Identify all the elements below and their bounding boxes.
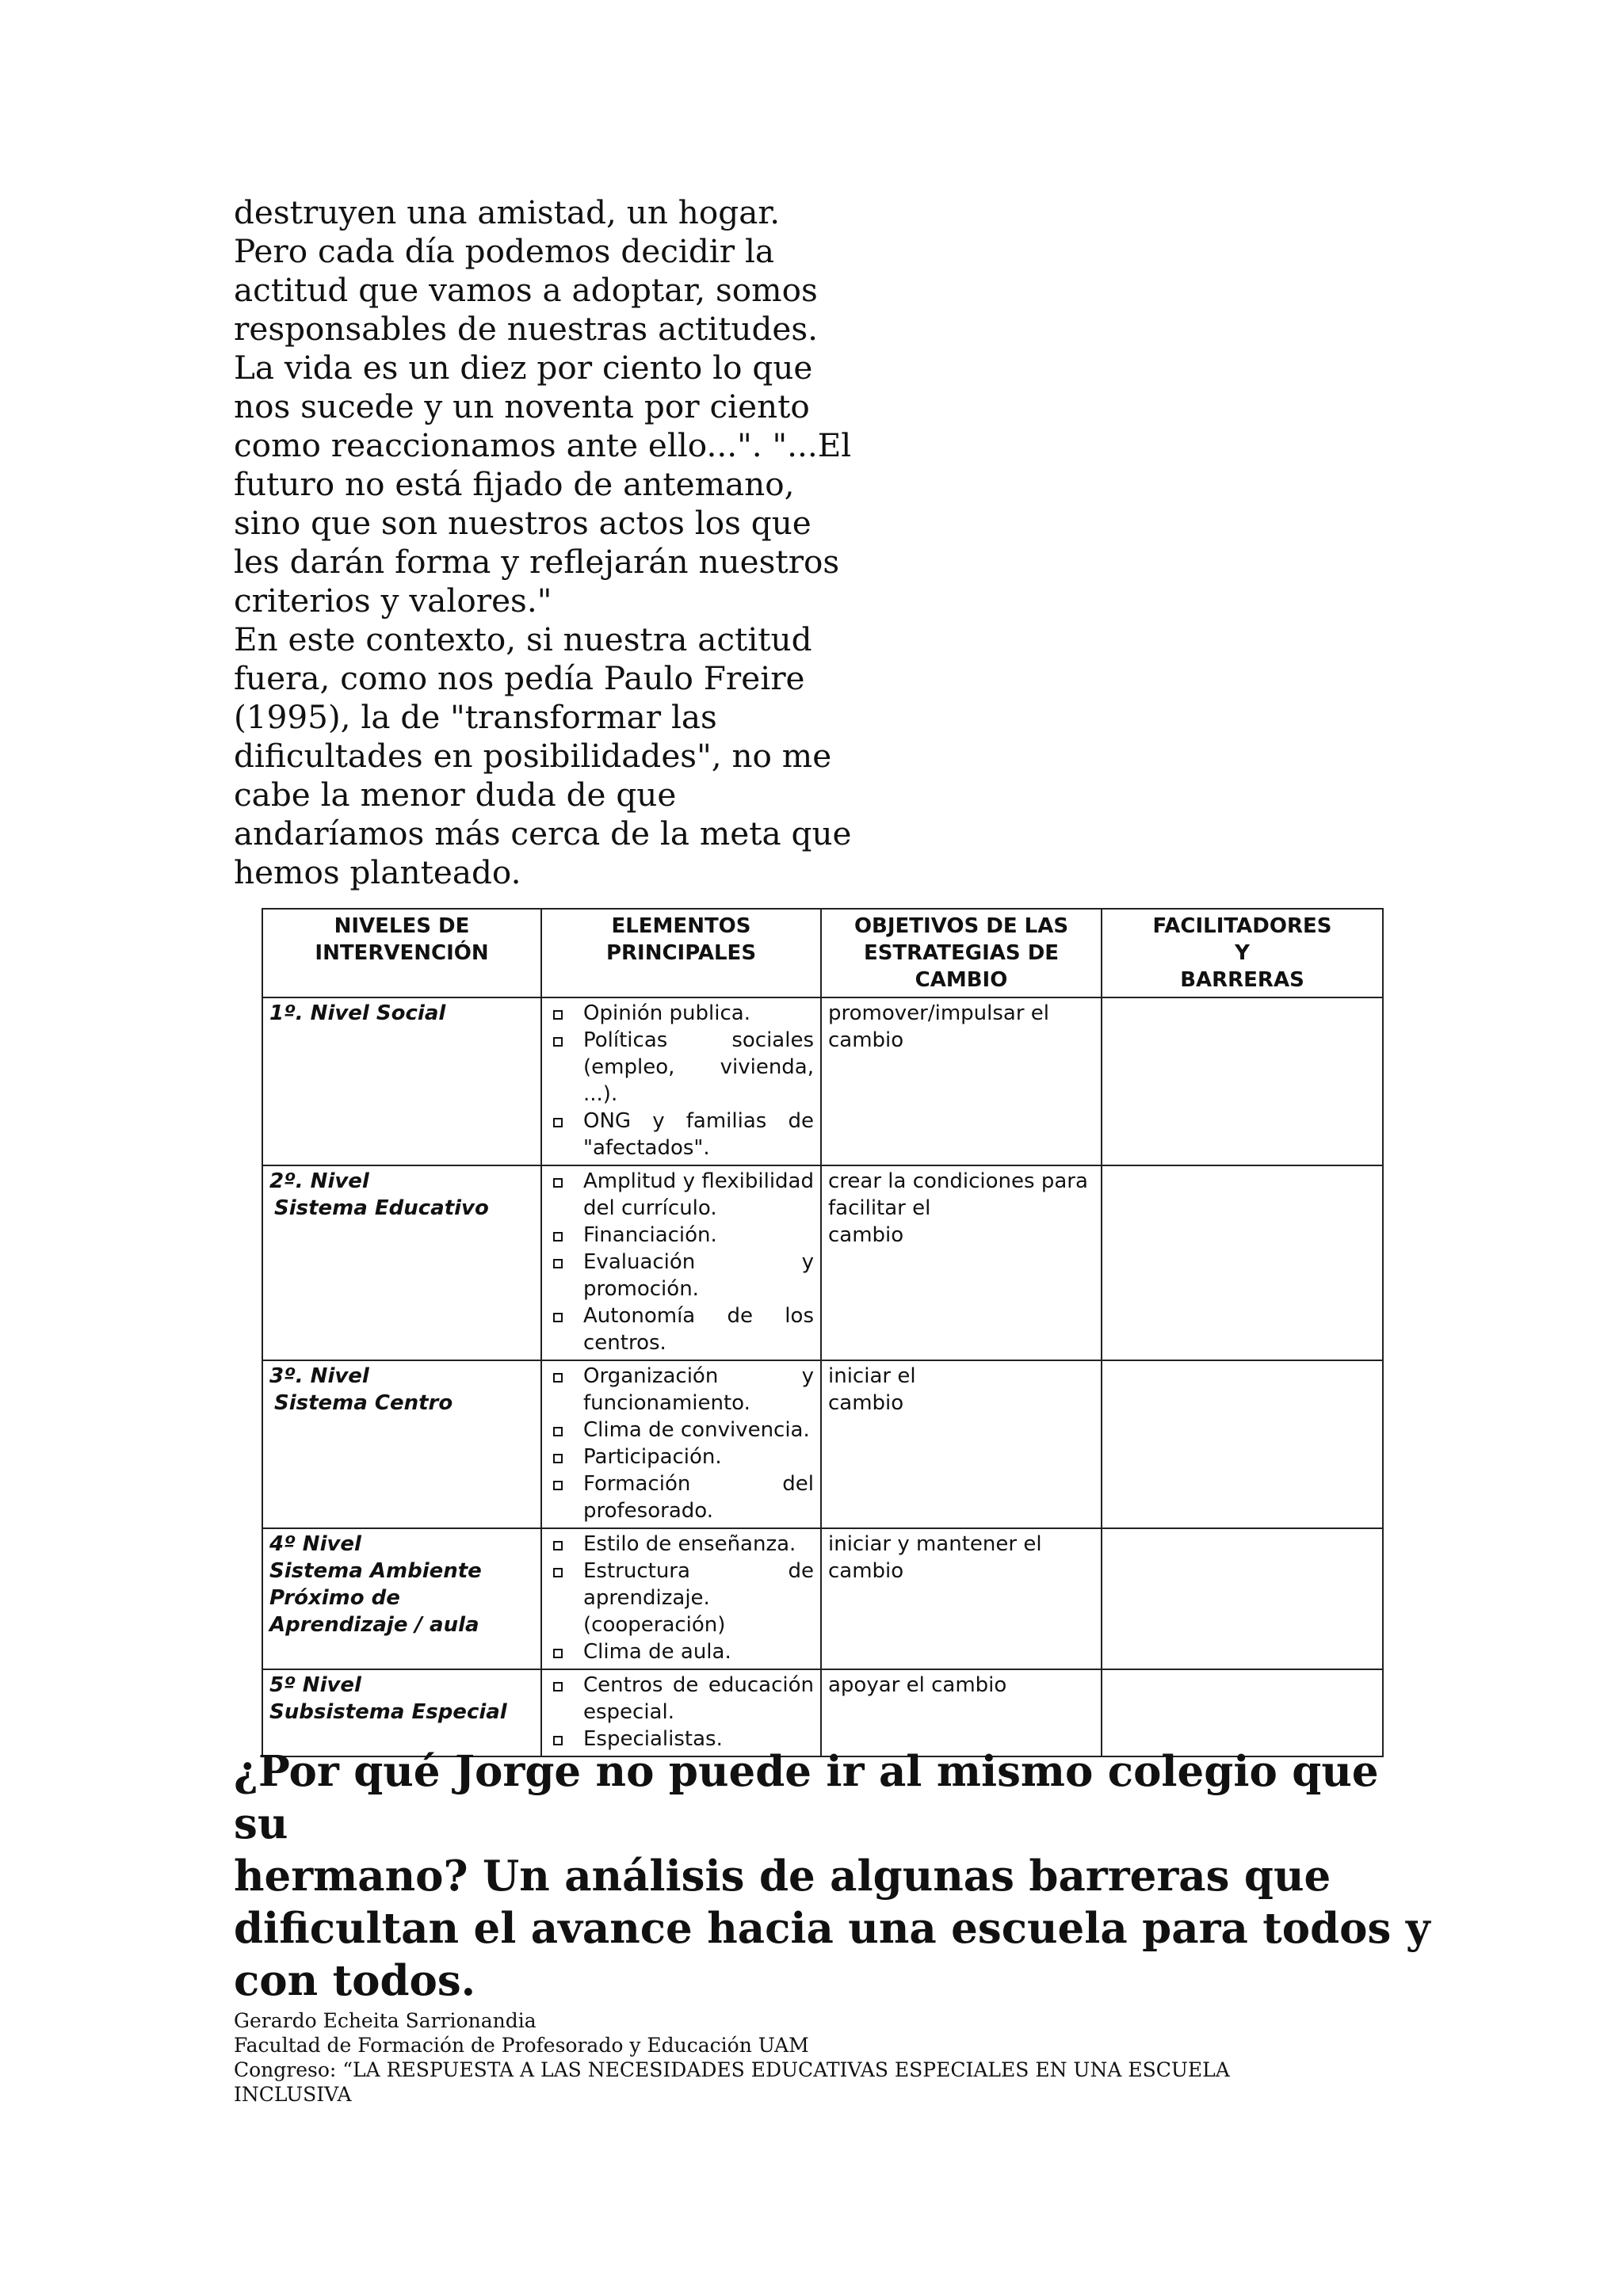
- intro-line: destruyen una amistad, un hogar.: [234, 193, 781, 231]
- header-line: INTERVENCIÓN: [315, 941, 489, 965]
- header-line: ESTRATEGIAS DE: [863, 941, 1060, 965]
- level-line: 5º Nivel: [269, 1673, 361, 1697]
- list-item: Centros de educación especial.: [548, 1672, 814, 1726]
- header-levels: [262, 909, 541, 997]
- intervention-levels-table: [262, 908, 1384, 1757]
- author-name: Gerardo Echeita Sarrionandia: [234, 2009, 537, 2032]
- header-facilitators: [1102, 909, 1383, 997]
- intro-line: criterios y valores.": [234, 582, 552, 620]
- list-item: Políticas sociales (empleo, vivienda, ...).: [548, 1027, 814, 1108]
- congress-line: Congreso: “LA RESPUESTA A LAS NECESIDADES EDUCATIVAS ESPECIALES EN UNA ESCUELA: [234, 2058, 1230, 2081]
- objectives-cell: [821, 1528, 1102, 1669]
- header-line: FACILITADORES: [1152, 914, 1332, 938]
- table-row: [262, 1669, 1383, 1756]
- header-line: OBJETIVOS DE LAS: [854, 914, 1069, 938]
- author-info: [234, 2008, 1502, 2107]
- elements-cell: [541, 1360, 821, 1528]
- objective-line: iniciar y mantener el: [828, 1532, 1042, 1556]
- intro-line: cabe la menor duda de que: [234, 776, 677, 814]
- intro-line: andaríamos más cerca de la meta que: [234, 814, 852, 852]
- list-item: Estructura de aprendizaje. (cooperación): [548, 1558, 814, 1638]
- list-item: Estilo de enseñanza.: [548, 1531, 814, 1558]
- facilitators-cell: [1102, 1360, 1383, 1528]
- level-line: Sistema Educativo: [274, 1196, 489, 1220]
- intro-line: dificultades en posibilidades", no me: [234, 737, 832, 775]
- level-cell: [262, 1165, 541, 1360]
- facilitators-cell: [1102, 1165, 1383, 1360]
- objective-line: promover/impulsar el: [828, 1001, 1050, 1025]
- table-row: [262, 1360, 1383, 1528]
- header-line: ELEMENTOS: [611, 914, 751, 938]
- facilitators-cell: [1102, 1528, 1383, 1669]
- intro-line: Pero cada día podemos decidir la: [234, 232, 775, 270]
- objective-line: cambio: [828, 1223, 904, 1247]
- objectives-cell: [821, 1165, 1102, 1360]
- elements-cell: [541, 1165, 821, 1360]
- list-item: Financiación.: [548, 1222, 814, 1249]
- level-line: Sistema Centro: [274, 1391, 453, 1415]
- level-line: Próximo de: [269, 1586, 400, 1610]
- list-item: Evaluación y promoción.: [548, 1249, 814, 1302]
- header-line: NIVELES DE: [334, 914, 470, 938]
- intro-paragraph: [234, 193, 884, 892]
- elements-cell: [541, 1669, 821, 1756]
- objectives-cell: [821, 1669, 1102, 1756]
- heading-line: dificultan el avance hacia una escuela para todos y: [234, 1904, 1430, 1953]
- level-line: Aprendizaje / aula: [269, 1613, 479, 1637]
- level-cell: [262, 1528, 541, 1669]
- level-line: 4º Nivel: [269, 1532, 361, 1556]
- header-elements: [541, 909, 821, 997]
- level-line: 3º. Nivel: [269, 1364, 369, 1388]
- header-line: PRINCIPALES: [605, 941, 757, 965]
- list-item: Clima de convivencia.: [548, 1417, 814, 1444]
- intro-line: futuro no está fijado de antemano,: [234, 465, 795, 503]
- list-item: ONG y familias de "afectados".: [548, 1108, 814, 1161]
- intro-line: hemos planteado.: [234, 853, 521, 891]
- level-line: Subsistema Especial: [269, 1700, 507, 1724]
- list-item: Formación del profesorado.: [548, 1470, 814, 1524]
- level-cell: [262, 1669, 541, 1756]
- list-item: Opinión publica.: [548, 1000, 814, 1027]
- heading-line: hermano? Un análisis de algunas barreras que: [234, 1852, 1331, 1901]
- facilitators-cell: [1102, 997, 1383, 1165]
- list-item: Amplitud y flexibilidad del currículo.: [548, 1168, 814, 1222]
- objective-line: iniciar el: [828, 1364, 916, 1388]
- objective-line: crear la condiciones para: [828, 1169, 1088, 1193]
- elements-cell: [541, 997, 821, 1165]
- heading-line: ¿Por qué Jorge no puede ir al mismo colegio que: [234, 1747, 1379, 1796]
- table-row: [262, 997, 1383, 1165]
- intro-line: (1995), la de "transformar las: [234, 698, 717, 736]
- elements-cell: [541, 1528, 821, 1669]
- table-row: [262, 1165, 1383, 1360]
- intro-line: nos sucede y un noventa por ciento: [234, 387, 810, 425]
- congress-line: INCLUSIVA: [234, 2083, 352, 2106]
- author-affiliation: Facultad de Formación de Profesorado y Educación UAM: [234, 2034, 809, 2057]
- intro-line: responsables de nuestras actitudes.: [234, 310, 819, 348]
- list-item: Autonomía de los centros.: [548, 1302, 814, 1356]
- objectives-cell: [821, 997, 1102, 1165]
- heading-line: su: [234, 1799, 288, 1848]
- table-header-row: [262, 909, 1383, 997]
- header-line: CAMBIO: [915, 968, 1008, 992]
- level-line: 2º. Nivel: [269, 1169, 369, 1193]
- level-cell: [262, 1360, 541, 1528]
- objective-line: apoyar el cambio: [828, 1673, 1007, 1697]
- intro-line: actitud que vamos a adoptar, somos: [234, 271, 818, 309]
- table-row: [262, 1528, 1383, 1669]
- section-heading: [234, 1745, 1430, 2007]
- level-line: 1º. Nivel Social: [269, 1001, 446, 1025]
- objective-line: cambio: [828, 1028, 904, 1052]
- facilitators-cell: [1102, 1669, 1383, 1756]
- header-line: Y: [1235, 941, 1250, 965]
- intro-line: como reaccionamos ante ello...". "...El: [234, 426, 852, 464]
- intro-line: sino que son nuestros actos los que: [234, 504, 812, 542]
- objective-line: facilitar el: [828, 1196, 931, 1220]
- heading-line: con todos.: [234, 1956, 476, 2005]
- objective-line: cambio: [828, 1559, 904, 1583]
- list-item: Participación.: [548, 1444, 814, 1470]
- objectives-cell: [821, 1360, 1102, 1528]
- intro-line: fuera, como nos pedía Paulo Freire: [234, 659, 805, 697]
- intro-line: les darán forma y reflejarán nuestros: [234, 543, 840, 581]
- list-item: Clima de aula.: [548, 1638, 814, 1665]
- level-cell: [262, 997, 541, 1165]
- list-item: Organización y funcionamiento.: [548, 1363, 814, 1417]
- objective-line: cambio: [828, 1391, 904, 1415]
- intro-line: La vida es un diez por ciento lo que: [234, 349, 813, 387]
- header-line: BARRERAS: [1180, 968, 1304, 992]
- header-objectives: [821, 909, 1102, 997]
- level-line: Sistema Ambiente: [269, 1559, 482, 1583]
- list-item: Especialistas.: [548, 1726, 814, 1753]
- intro-line: En este contexto, si nuestra actitud: [234, 620, 812, 658]
